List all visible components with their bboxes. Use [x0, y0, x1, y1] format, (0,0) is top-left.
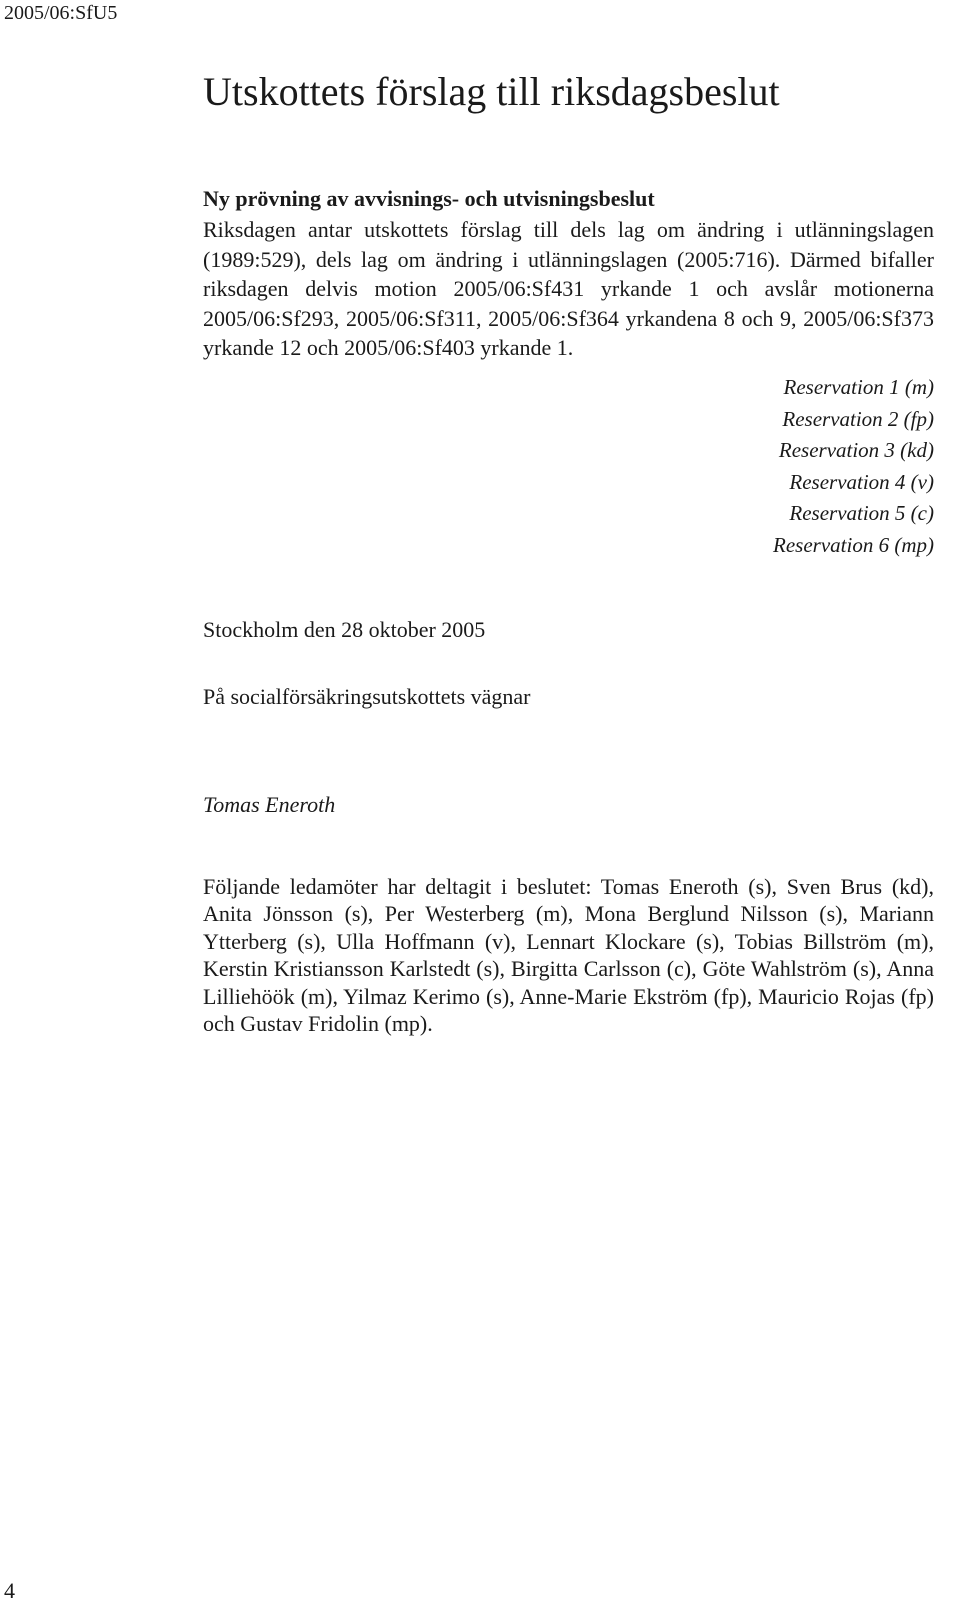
- reservation-item: Reservation 3 (kd): [778, 438, 934, 463]
- reservation-item: Reservation 4 (v): [789, 469, 934, 494]
- signature-name: Tomas Eneroth: [203, 792, 336, 817]
- place-date: Stockholm den 28 oktober 2005: [203, 617, 486, 642]
- on-behalf-line: På socialförsäkringsutskottets vägnar: [203, 684, 531, 709]
- reservation-list: [773, 372, 934, 562]
- reservation-item: Reservation 5 (c): [789, 501, 934, 526]
- reservation-item: Reservation 6 (mp): [773, 532, 934, 557]
- document-id: 2005/06:SfU5: [4, 2, 118, 24]
- participating-members: Följande ledamöter har deltagit i beslutet: Tomas Eneroth (s), Sven Brus (kd), Anita Jönsson (s), Per Westerberg (m), Mona Berglund Nilsson (s), Mariann Ytterberg (s), Ulla Hoffmann (v), Lennart Klockare (s), Tobias Billström (m), Kerstin Kristiansson Karlstedt (s), Birgitta Carlsson (c), Göte Wahlström (s), Anna Lilliehöök (m), Yilmaz Kerimo (s), Anne-Marie Ekström (fp), Mauricio Rojas (fp) och Gustav Fridolin (mp).: [203, 874, 934, 1037]
- page-number: 4: [4, 1578, 15, 1603]
- reservation-item: Reservation 2 (fp): [782, 406, 934, 431]
- proposal-body: Riksdagen antar utskottets förslag till dels lag om ändring i utlänningslagen (1989:529), dels lag om ändring i utlänningslagen (2005:716). Därmed bifaller riksdagen delvis motion 2005/06:Sf431 yrkande 1 och avslår motionerna 2005/06:Sf293, 2005/06:Sf311, 2005/06:Sf364 yrkandena 8 och 9, 2005/06:Sf373 yrkande 12 och 2005/06:Sf403 yrkande 1.: [203, 217, 934, 360]
- proposal-heading: Ny prövning av avvisnings- och utvisningsbeslut: [203, 186, 655, 211]
- page-title: Utskottets förslag till riksdagsbeslut: [203, 69, 780, 114]
- proposal-section: [203, 183, 934, 363]
- reservation-item: Reservation 1 (m): [783, 375, 934, 399]
